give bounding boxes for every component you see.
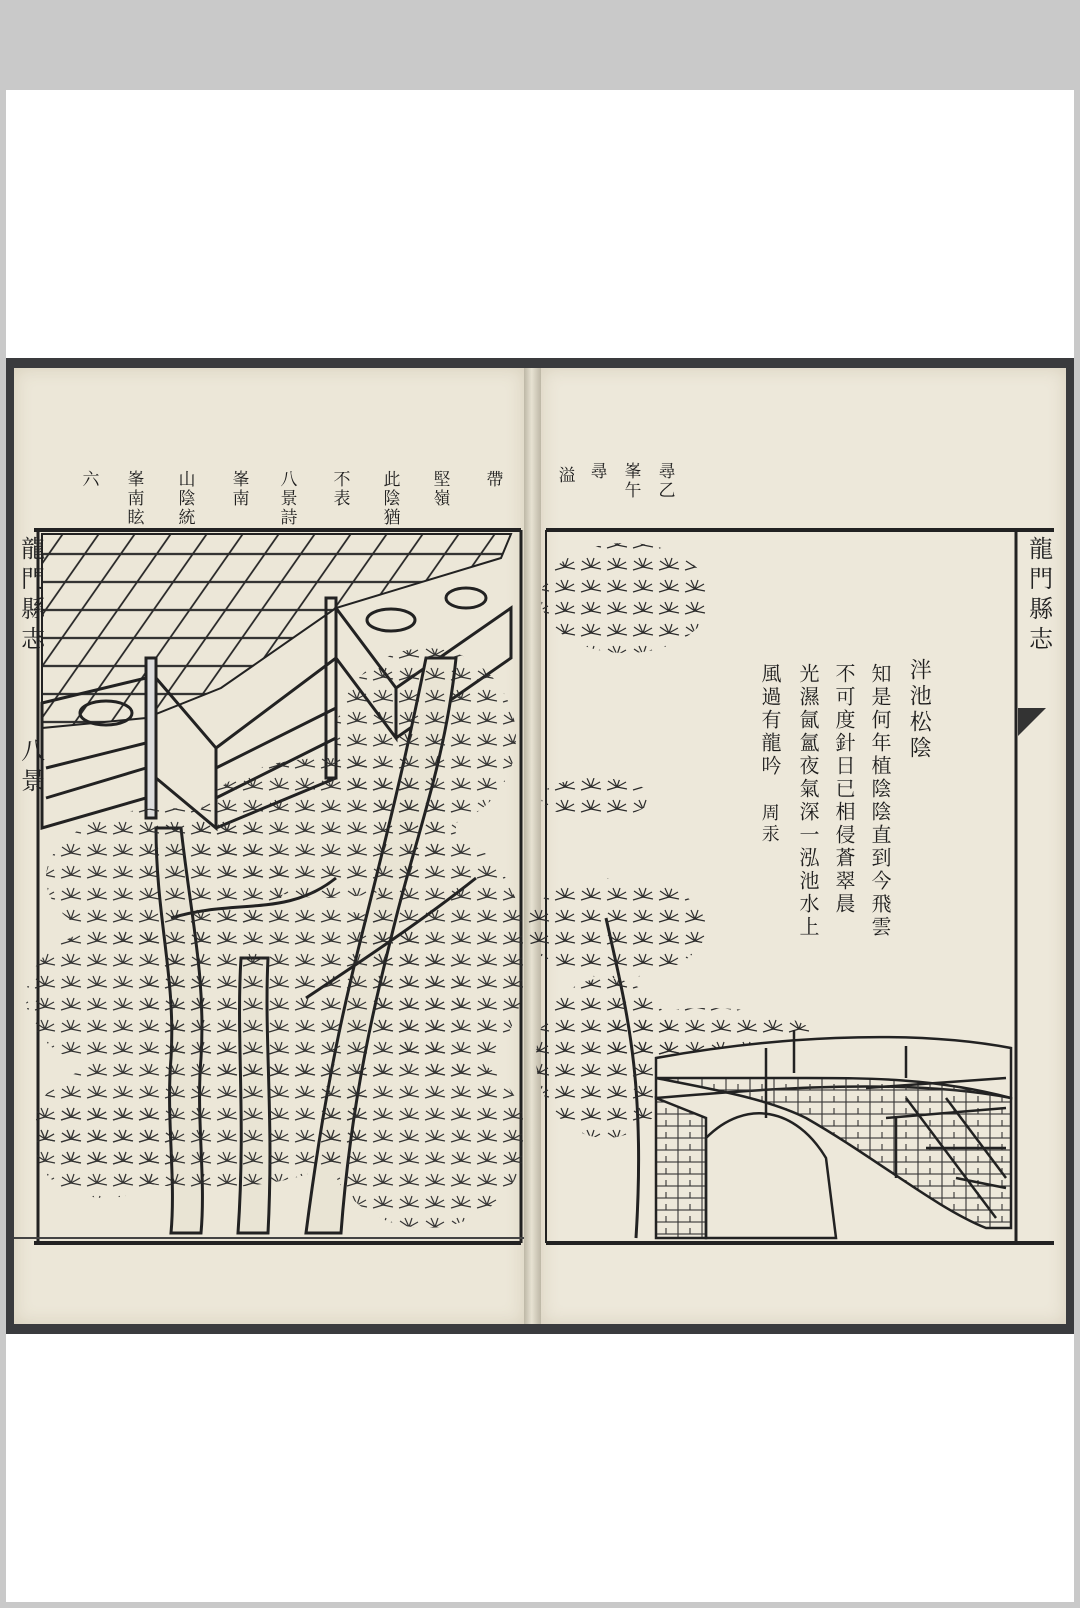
header-col-8: 堅嶺 xyxy=(429,470,450,508)
poem-line-2: 不可度針日已相侵蒼翠晨 xyxy=(832,663,856,916)
header-col-13: 尋乙 xyxy=(654,462,675,500)
header-col-1: 六 xyxy=(78,470,99,489)
poem-author: 周汞 xyxy=(758,803,780,845)
poem-line-4: 風過有龍吟 xyxy=(758,663,782,778)
right-pine-upper xyxy=(541,543,711,818)
book-photograph xyxy=(6,358,1074,1334)
poem-line-1: 知是何年植陰陰直到今飛雲 xyxy=(868,663,892,939)
header-col-2: 峯南眩 xyxy=(123,470,144,527)
header-col-5: 八景詩 xyxy=(276,470,297,527)
header-col-4: 峯南 xyxy=(228,470,249,508)
woodblock-illustration xyxy=(6,358,1074,1334)
header-col-11: 尋 xyxy=(586,462,607,481)
left-margin-section: 八景 xyxy=(16,738,45,798)
header-col-3: 山陰統 xyxy=(174,470,195,527)
right-margin-title: 龍門縣志 xyxy=(1024,536,1053,656)
left-margin-title: 龍門縣志 xyxy=(16,536,45,656)
header-col-6: 不表 xyxy=(329,470,350,508)
poem-title-col: 泮池松陰 xyxy=(906,658,932,762)
header-col-10: 溢 xyxy=(554,466,575,485)
pine-foliage xyxy=(26,648,526,1228)
header-col-9: 帶 xyxy=(482,470,503,489)
stone-bridge xyxy=(656,1030,1011,1238)
header-col-12: 峯午 xyxy=(620,462,641,500)
header-col-7: 此陰猶 xyxy=(379,470,400,527)
poem-line-3: 光濕氤氳夜氣深一泓池水上 xyxy=(796,663,820,939)
